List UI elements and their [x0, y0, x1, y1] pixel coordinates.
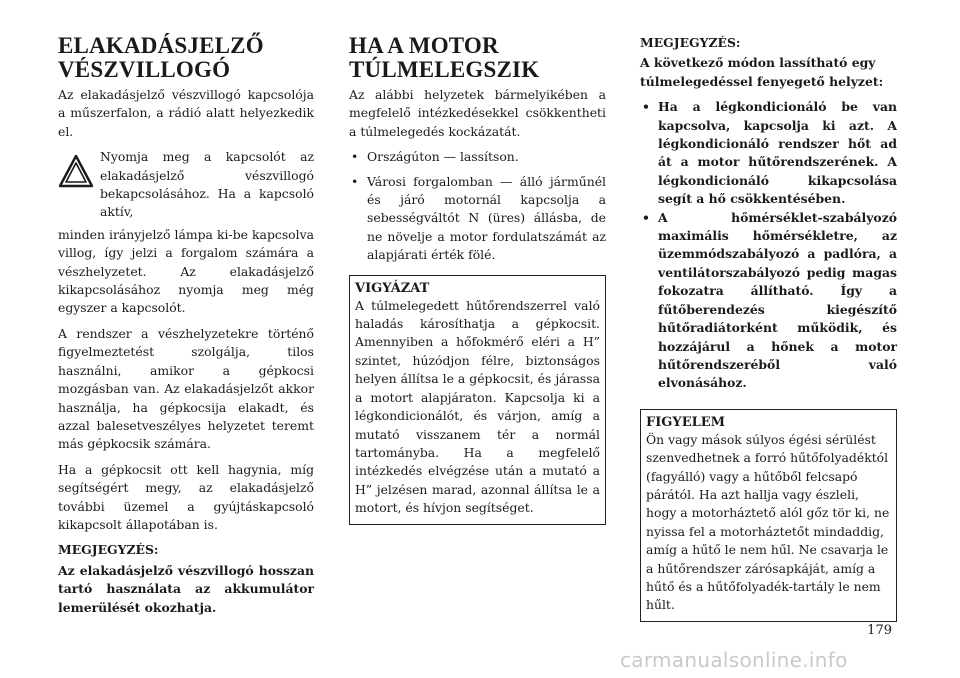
note-text: Az elakadásjelző vészvillogó hosszan tartó használata az akkumulátor lemerülését okozhatja.: [58, 562, 314, 615]
paragraph: minden irányjelző lámpa ki-be kapcsolva villog, így jelzi a forgalom számára a vészhelyzetet. Az elakadásjelző kikapcsolásához nyomja meg még egyszer a kapcsolót.: [58, 226, 314, 316]
paragraph: A rendszer a vészhelyzetekre történő figyelmeztetést szolgálja, tilos használni, amikor a gépkocsi mozgásban van. Az elakadásjelzőt akkor használja, ha gépkocsija elakadt, és azzal balesetveszélyes helyzetet teremt más gépkocsik számára.: [58, 325, 314, 452]
caution-box: [349, 275, 606, 525]
list-item: • Városi forgalomban — álló járműnél és járó motornál kapcsolja a sebességváltót N (üres) állásba, de ne növelje a motor fordulatszámát az alapjárati érték fölé.: [351, 173, 606, 263]
bullet-icon: •: [642, 209, 650, 225]
left-column: [58, 34, 314, 624]
list-item: • Ha a légkondicionáló be van kapcsolva, kapcsolja ki azt. A légkondicionáló rendszer hőt ad át a motor hűtőrendszerének. A légkondicionáló kikapcsolása segít a hő csökkentésében.: [642, 99, 897, 207]
warning-text: Ön vagy mások súlyos égési sérülést szenvedhetnek a forró hűtőfolyadéktól (fagyálló) vagy a hűtőből felcsapó párától. Ha azt hallja vagy észleli, hogy a motorháztető alól gőz tör ki, ne nyissa fel a motorháztetőt mindaddig, amíg a hűtő le nem hűl. Ne csavarja le a hűtőrendszer zárósapkáját, amíg a hűtő és a hűtőfolyadék-tartály le nem hűlt.: [646, 431, 890, 613]
warning-block: [58, 148, 314, 222]
bullet-icon: •: [351, 149, 359, 165]
title-line-1: ELAKADÁSJELZŐ: [58, 33, 264, 58]
paragraph: Az elakadásjelző vészvillogó kapcsolója a műszerfalon, a rádió alatt helyezkedik el.: [58, 87, 314, 139]
bullet-list: [349, 148, 606, 264]
warning-text: Nyomja meg a kapcsolót az elakadásjelző vészvillogó bekapcsolásához. Ha a kapcsoló aktív,: [100, 149, 314, 220]
list-item: • A hőmérséklet-szabályozó maximális hőmérsékletre, az üzemmódszabályozó a padlóra, a ventilátorszabályozó pedig magas fokozatra állítható. Így a fűtőberendezés kiegészítő hűtőradiátorként működik, és hozzájárul a hőnek a motor hűtőrendszeréből való elvonásához.: [642, 209, 897, 391]
section-title-overheat: [349, 34, 606, 82]
note-intro: A következő módon lassítható egy túlmelegedéssel fenyegető helyzet:: [640, 55, 884, 89]
warning-box: [640, 409, 897, 622]
list-item: • Országúton — lassítson.: [349, 148, 606, 166]
watermark: carmanualsonline.info: [620, 648, 848, 672]
title-line-2: TÚLMELEGSZIK: [349, 57, 540, 82]
bullet-list: [640, 98, 897, 393]
caution-text: A túlmelegedett hűtőrendszerrel való haladás károsíthatja a gépkocsit. Amennyiben a hőfokmérő eléri a H” szintet, húzódjon félre, biztonságos helyen állítsa le a gépkocsit, és járassa a motort alapjáraton. Kapcsolja ki a légkondicionálót, és várjon, amíg a mutató visszanem tér a normál tartományba. Ha a megfelelő intézkedés elvégzése után a mutató a H” jelzésen marad, azonnal állítsa le a motort, és hívjon segítséget.: [355, 297, 600, 516]
note-heading: MEGJEGYZÉS:: [640, 35, 741, 50]
title-line-2: VÉSZVILLOGÓ: [58, 57, 231, 82]
caution-title: VIGYÁZAT: [355, 280, 430, 296]
paragraph: Ha a gépkocsit ott kell hagynia, míg segítségért megy, az elakadásjelző további üzemel a gyújtáskapcsoló kikapcsolt állapotában is.: [58, 461, 314, 532]
bullet-icon: •: [351, 173, 359, 189]
section-title-hazard: [58, 34, 314, 82]
paragraph: Az alábbi helyzetek bármelyikében a megfelelő intézkedésekkel csökkentheti a túlmelegedés kockázatát.: [349, 87, 606, 139]
middle-column: [349, 34, 606, 525]
right-column: [640, 34, 897, 622]
warning-triangle-icon: [58, 154, 94, 188]
bullet-icon: •: [642, 99, 650, 115]
title-line-1: HA A MOTOR: [349, 33, 499, 58]
warning-title: FIGYELEM: [646, 414, 726, 430]
note-heading: MEGJEGYZÉS:: [58, 542, 159, 558]
page-number: 179: [867, 623, 892, 638]
